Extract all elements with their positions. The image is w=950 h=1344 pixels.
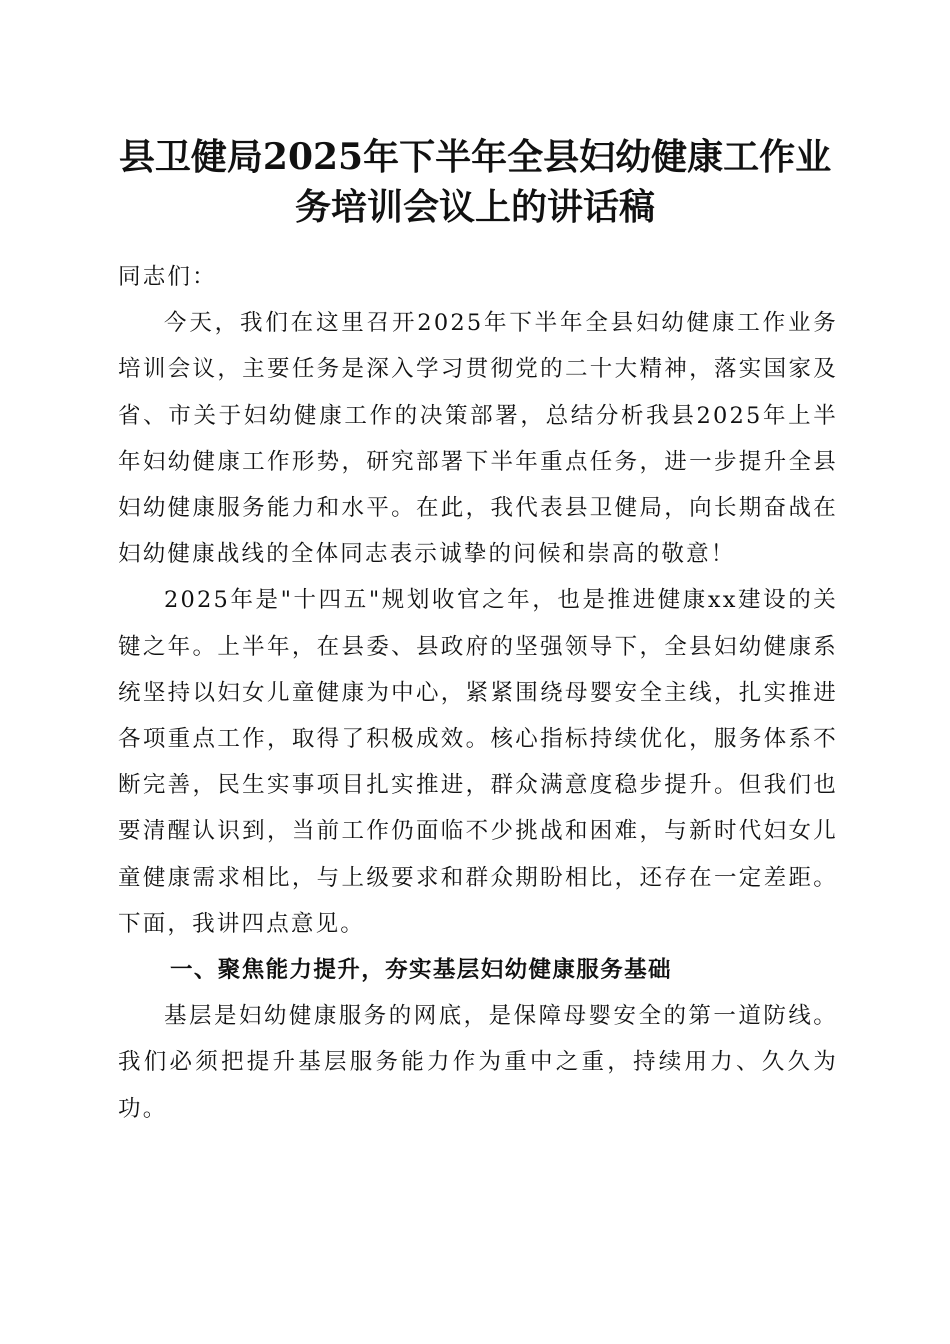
- paragraph-opening: 今天，我们在这里召开2025年下半年全县妇幼健康工作业务培训会议，主要任务是深入学习贯彻党的二十大精神，落实国家及省、市关于妇幼健康工作的决策部署，总结分析我县2025年上半年妇幼健康工作形势，研究部署下半年重点任务，进一步提升全县妇幼健康服务能力和水平。在此，我代表县卫健局，向长期奋战在妇幼健康战线的全体同志表示诚挚的问候和崇高的敬意！: [118, 310, 838, 568]
- document-title-line-1: 县卫健局2025年下半年全县妇幼健康工作业: [118, 136, 832, 178]
- document-title-line-2: 务培训会议上的讲话稿: [294, 186, 655, 228]
- paragraph-situation: 2025年是"十四五"规划收官之年，也是推进健康xx建设的关键之年。上半年，在县委、县政府的坚强领导下，全县妇幼健康系统坚持以妇女儿童健康为中心，紧紧围绕母婴安全主线，扎实推进各项重点工作，取得了积极成效。核心指标持续优化，服务体系不断完善，民生实事项目扎实推进，群众满意度稳步提升。但我们也要清醒认识到，当前工作仍面临不少挑战和困难，与新时代妇女儿童健康需求相比，与上级要求和群众期盼相比，还存在一定差距。下面，我讲四点意见。: [118, 587, 838, 937]
- paragraph-section-1: 基层是妇幼健康服务的网底，是保障母婴安全的第一道防线。我们必须把提升基层服务能力作为重中之重，持续用力、久久为功。: [118, 1003, 838, 1122]
- document-title: [100, 132, 850, 232]
- section-heading-1: 一、聚焦能力提升，夯实基层妇幼健康服务基础: [170, 957, 672, 984]
- document-body: [118, 254, 838, 1132]
- salutation: 同志们：: [118, 264, 217, 290]
